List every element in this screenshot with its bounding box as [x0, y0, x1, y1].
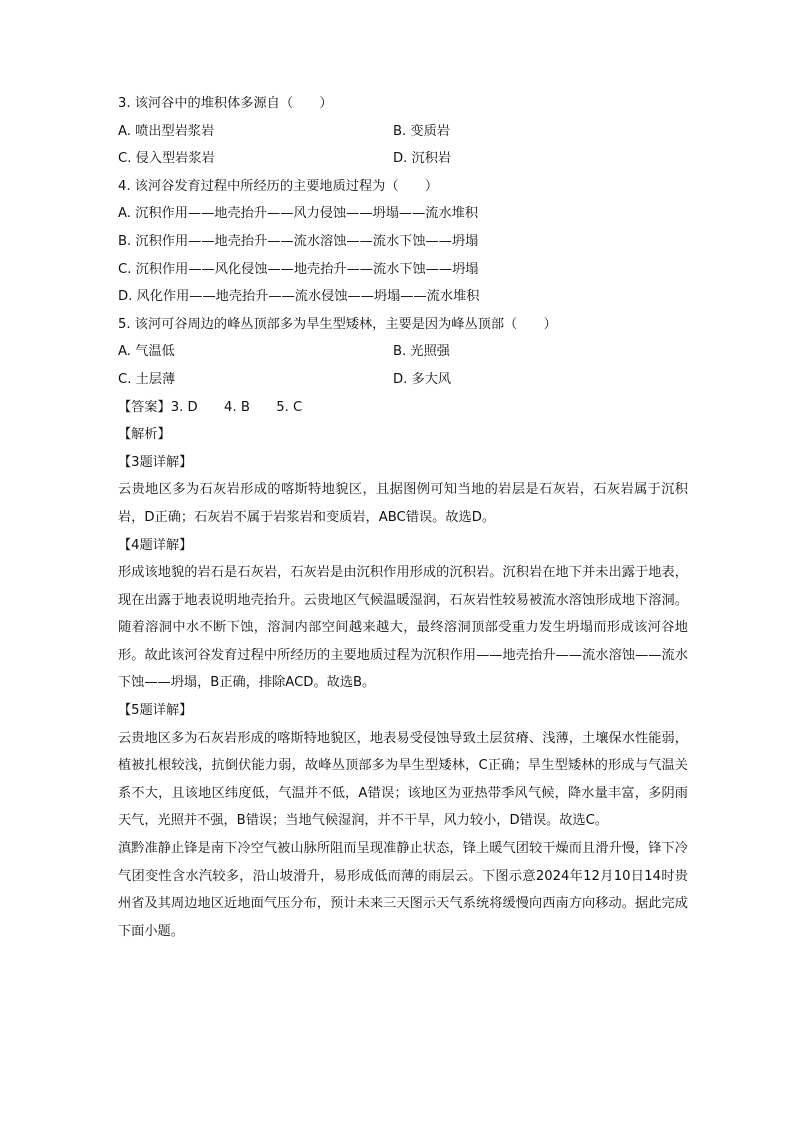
question-5-options-row-2	[118, 366, 688, 394]
question-3-option-b: B. 变质岩	[393, 123, 450, 139]
question-5-option-a: A. 气温低	[118, 344, 175, 360]
question-3-option-a: A. 喷出型岩浆岩	[118, 123, 215, 139]
detail-5-label: 【5题详解】	[118, 703, 193, 719]
question-3-stem: 3. 该河谷中的堆积体多源自（ ）	[118, 96, 333, 111]
question-5-option-c: C. 土层薄	[118, 371, 176, 387]
question-4-stem: 4. 该河谷发育过程中所经历的主要地质过程为（ ）	[118, 178, 439, 194]
question-3-options-row-2	[118, 145, 688, 173]
question-5-stem: 5. 该河可谷周边的峰丛顶部多为旱生型矮林，主要是因为峰丛顶部（ ）	[118, 316, 557, 332]
intro-paragraph: 滇黔准静止锋是南下冷空气被山脉所阻而呈现准静止状态，锋上暖气团较干燥而且滑升慢，锋下冷气团变性含水汽较多，沿山坡滑升，易形成低而薄的雨层云。下图示意2024年12月10日14时贵州省及其周边地区近地面气压分布，预计未来三天图示天气系统将缓慢向西南方向移动。据此完成下面小题。	[118, 841, 688, 939]
question-4-option-b: B. 沉积作用——地壳抬升——流水溶蚀——流水下蚀——坍塌	[118, 233, 479, 249]
detail-5-text: 云贵地区多为石灰岩形成的喀斯特地貌区，地表易受侵蚀导致土层贫瘠、浅薄，土壤保水性能弱，植被扎根较浅，抗倒伏能力弱，故峰丛顶部多为旱生型矮林，C正确；旱生型矮林的形成与气温关系不大，且该地区纬度低，气温并不低，A错误；该地区为亚热带季风气候，降水量丰富，多阴雨天气，光照并不强，B错误；当地气候湿润，并不干旱，风力较小，D错误。故选C。	[118, 730, 688, 829]
answer-line: 【答案】3. D 4. B 5. C	[118, 399, 303, 415]
detail-4-label: 【4题详解】	[118, 537, 193, 553]
detail-3-label: 【3题详解】	[118, 454, 193, 470]
question-5-option-d: D. 多大风	[393, 371, 452, 387]
question-3-option-d: D. 沉积岩	[393, 151, 452, 167]
question-5-option-b: B. 光照强	[393, 344, 450, 360]
question-5-options-row-1	[118, 338, 688, 366]
document-page	[118, 90, 688, 945]
question-4-option-d: D. 风化作用——地壳抬升——流水侵蚀——坍塌——流水堆积	[118, 289, 480, 305]
detail-4-text: 形成该地貌的岩石是石灰岩，石灰岩是由沉积作用形成的沉积岩。沉积岩在地下并未出露于地表，现在出露于地表说明地壳抬升。云贵地区气候温暖湿润，石灰岩性较易被流水溶蚀形成地下溶洞。随着溶洞中水不断下蚀，溶洞内部空间越来越大，最终溶洞顶部受重力发生坍塌而形成该河谷地形。故此该河谷发育过程中所经历的主要地质过程为沉积作用——地壳抬升——流水溶蚀——流水下蚀——坍塌，B正确，排除ACD。故选B。	[118, 565, 688, 691]
detail-3-text: 云贵地区多为石灰岩形成的喀斯特地貌区，且据图例可知当地的岩层是石灰岩，石灰岩属于沉积岩，D正确；石灰岩不属于岩浆岩和变质岩，ABC错误。故选D。	[118, 482, 688, 525]
question-3-options-row-1	[118, 118, 688, 146]
question-4-option-c: C. 沉积作用——风化侵蚀——地壳抬升——流水下蚀——坍塌	[118, 261, 479, 277]
question-4-option-a: A. 沉积作用——地壳抬升——风力侵蚀——坍塌——流水堆积	[118, 206, 479, 222]
question-3-option-c: C. 侵入型岩浆岩	[118, 151, 215, 167]
analysis-label: 【解析】	[118, 427, 171, 443]
